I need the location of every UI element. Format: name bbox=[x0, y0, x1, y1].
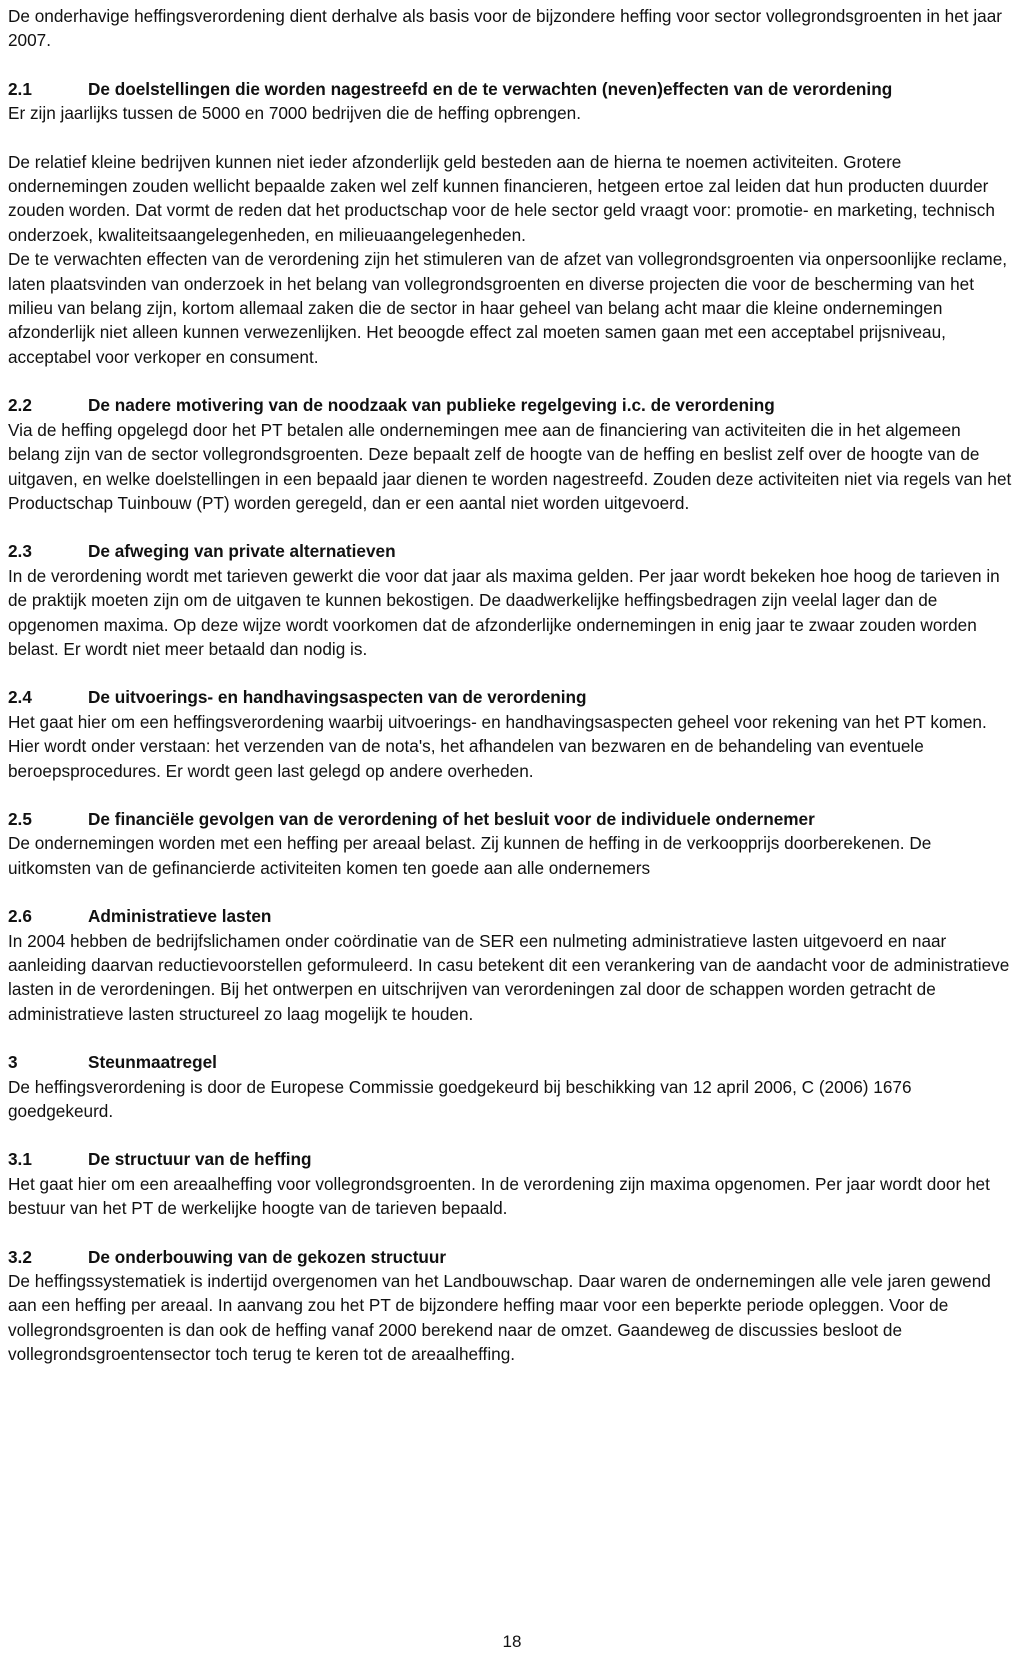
section-number: 3.2 bbox=[8, 1246, 32, 1267]
section-2-5 bbox=[8, 807, 1013, 880]
section-number: 2.3 bbox=[8, 541, 32, 562]
body-paragraph: De heffingssystematiek is indertijd overgenomen van het Landbouwschap. Daar waren de ondernemingen alle vele jaren gewend aan een heffing per areaal. In aanvang zou het PT de bijzondere heffing maar voor een beperkte periode opleggen. Voor de vollegrondsgroenten is dan ook de heffing vanaf 2000 berekend naar de omzet. Gaandeweg de discussies besloot de vollegrondsgroentensector toch terug te keren tot de areaalheffing. bbox=[8, 1271, 991, 1365]
section-number: 2.2 bbox=[8, 395, 32, 416]
section-heading bbox=[8, 685, 1013, 709]
section-number: 2.6 bbox=[8, 906, 32, 927]
section-number: 2.5 bbox=[8, 808, 32, 829]
section-heading bbox=[8, 807, 1013, 831]
section-number: 3 bbox=[8, 1052, 18, 1073]
section-heading bbox=[8, 77, 1013, 101]
section-heading bbox=[8, 393, 1013, 417]
body-paragraph: Via de heffing opgelegd door het PT betalen alle ondernemingen mee aan de financiering van activiteiten die in het algemeen belang zijn van de sector vollegrondsgroenten. Deze bepaalt zelf de hoogte van de heffing en beslist zelf over de hoogte van de uitgaven, en welke doelstellingen in een bepaald jaar dienen te worden nagestreefd. Zouden deze activiteiten niet via regels van het Productschap Tuinbouw (PT) worden geregeld, dan er een aantal niet worden uitgevoerd. bbox=[8, 419, 1012, 513]
section-2-6 bbox=[8, 904, 1013, 1026]
section-heading bbox=[8, 539, 1013, 563]
section-title: De structuur van de heffing bbox=[88, 1149, 312, 1170]
page-number: 18 bbox=[502, 1632, 522, 1651]
body-paragraph: In 2004 hebben de bedrijfslichamen onder coördinatie van de SER een nulmeting administratieve lasten uitgevoerd en naar aanleiding daarvan reductievoorstellen geformuleerd. In casu betekent dit een verankering van de aandacht voor de administratieve lasten in de verordeningen. Bij het ontwerpen en uitschrijven van verordeningen zal door de schappen worden getracht de administratieve lasten structureel zo laag mogelijk te houden. bbox=[8, 930, 1010, 1024]
section-2-3 bbox=[8, 539, 1013, 661]
section-3-2 bbox=[8, 1245, 1013, 1367]
section-2-2 bbox=[8, 393, 1013, 515]
section-title: De uitvoerings- en handhavingsaspecten van de verordening bbox=[88, 687, 587, 708]
section-2-1 bbox=[8, 77, 1013, 369]
section-2-4 bbox=[8, 685, 1013, 783]
section-heading bbox=[8, 904, 1013, 928]
section-title: De onderbouwing van de gekozen structuur bbox=[88, 1246, 447, 1267]
section-heading bbox=[8, 1050, 1013, 1074]
body-paragraph: Er zijn jaarlijks tussen de 5000 en 7000 bedrijven die de heffing opbrengen. bbox=[8, 103, 581, 124]
section-number: 2.4 bbox=[8, 687, 32, 708]
section-heading bbox=[8, 1147, 1013, 1171]
section-number: 2.1 bbox=[8, 78, 32, 99]
body-paragraph: De te verwachten effecten van de verordening zijn het stimuleren van de afzet van vollegrondsgroenten via onpersoonlijke reclame, laten plaatsvinden van onderzoek in het belang van vollegrondsgroenten en diverse projecten die voor de bescherming van het milieu van belang zijn, kortom allemaal zaken die de sector in haar geheel van belang acht maar die kleine ondernemingen afzonderlijk niet alleen kunnen verwezenlijken. Het beoogde effect zal moeten samen gaan met een acceptabel prijsniveau, acceptabel voor verkoper en consument. bbox=[8, 249, 1008, 367]
section-title: De financiële gevolgen van de verordening of het besluit voor de individuele ondernemer bbox=[88, 808, 815, 829]
body-paragraph: De ondernemingen worden met een heffing per areaal belast. Zij kunnen de heffing in de verkoopprijs doorberekenen. De uitkomsten van de gefinancierde activiteiten komen ten goede aan alle ondernemers bbox=[8, 833, 932, 878]
body-paragraph: Het gaat hier om een heffingsverordening waarbij uitvoerings- en handhavingsaspecten geheel voor rekening van het PT komen. Hier wordt onder verstaan: het verzenden van de nota's, het afhandelen van bezwaren en de behandeling van eventuele beroepsprocedures. Er wordt geen last gelegd op andere overheden. bbox=[8, 711, 987, 781]
section-title: De afweging van private alternatieven bbox=[88, 541, 396, 562]
intro-paragraph: De onderhavige heffingsverordening dient derhalve als basis voor de bijzondere heffing voor sector vollegrondsgroenten in het jaar 2007. bbox=[8, 6, 1003, 51]
section-number: 3.1 bbox=[8, 1149, 32, 1170]
body-paragraph: De heffingsverordening is door de Europese Commissie goedgekeurd bij beschikking van 12 april 2006, C (2006) 1676 goedgekeurd. bbox=[8, 1076, 912, 1122]
body-paragraph: De relatief kleine bedrijven kunnen niet ieder afzonderlijk geld besteden aan de hierna te noemen activiteiten. Grotere ondernemingen zouden wellicht bepaalde zaken wel zelf kunnen financieren, hetgeen ertoe zal leiden dat hun producten duurder zouden worden. Dat vormt de reden dat het productschap voor de hele sector geld vraagt voor: promotie- en marketing, technisch onderzoek, kwaliteitsaangelegenheden, en milieuaangelegenheden. bbox=[8, 151, 995, 245]
section-title: Steunmaatregel bbox=[88, 1052, 217, 1073]
body-paragraph: In de verordening wordt met tarieven gewerkt die voor dat jaar als maxima gelden. Per jaar wordt bekeken hoe hoog de tarieven in de praktijk moeten zijn om de uitgaven te kunnen bekostigen. De daadwerkelijke heffingsbedragen zijn veelal lager dan de opgenomen maxima. Op deze wijze wordt voorkomen dat de afzonderlijke ondernemingen in enig jaar te zwaar zouden worden belast. Er wordt niet meer betaald dan nodig is. bbox=[8, 565, 1000, 659]
section-heading bbox=[8, 1245, 1013, 1269]
document-page bbox=[8, 4, 1013, 1367]
section-title: De nadere motivering van de noodzaak van publieke regelgeving i.c. de verordening bbox=[88, 395, 775, 416]
section-3-1 bbox=[8, 1147, 1013, 1220]
section-title: De doelstellingen die worden nagestreefd en de te verwachten (neven)effecten van de verordening bbox=[88, 78, 893, 99]
section-title: Administratieve lasten bbox=[88, 906, 272, 927]
body-paragraph: Het gaat hier om een areaalheffing voor vollegrondsgroenten. In de verordening zijn maxima opgenomen. Per jaar wordt door het bestuur van het PT de werkelijke hoogte van de tarieven bepaald. bbox=[8, 1173, 990, 1219]
section-3 bbox=[8, 1050, 1013, 1123]
